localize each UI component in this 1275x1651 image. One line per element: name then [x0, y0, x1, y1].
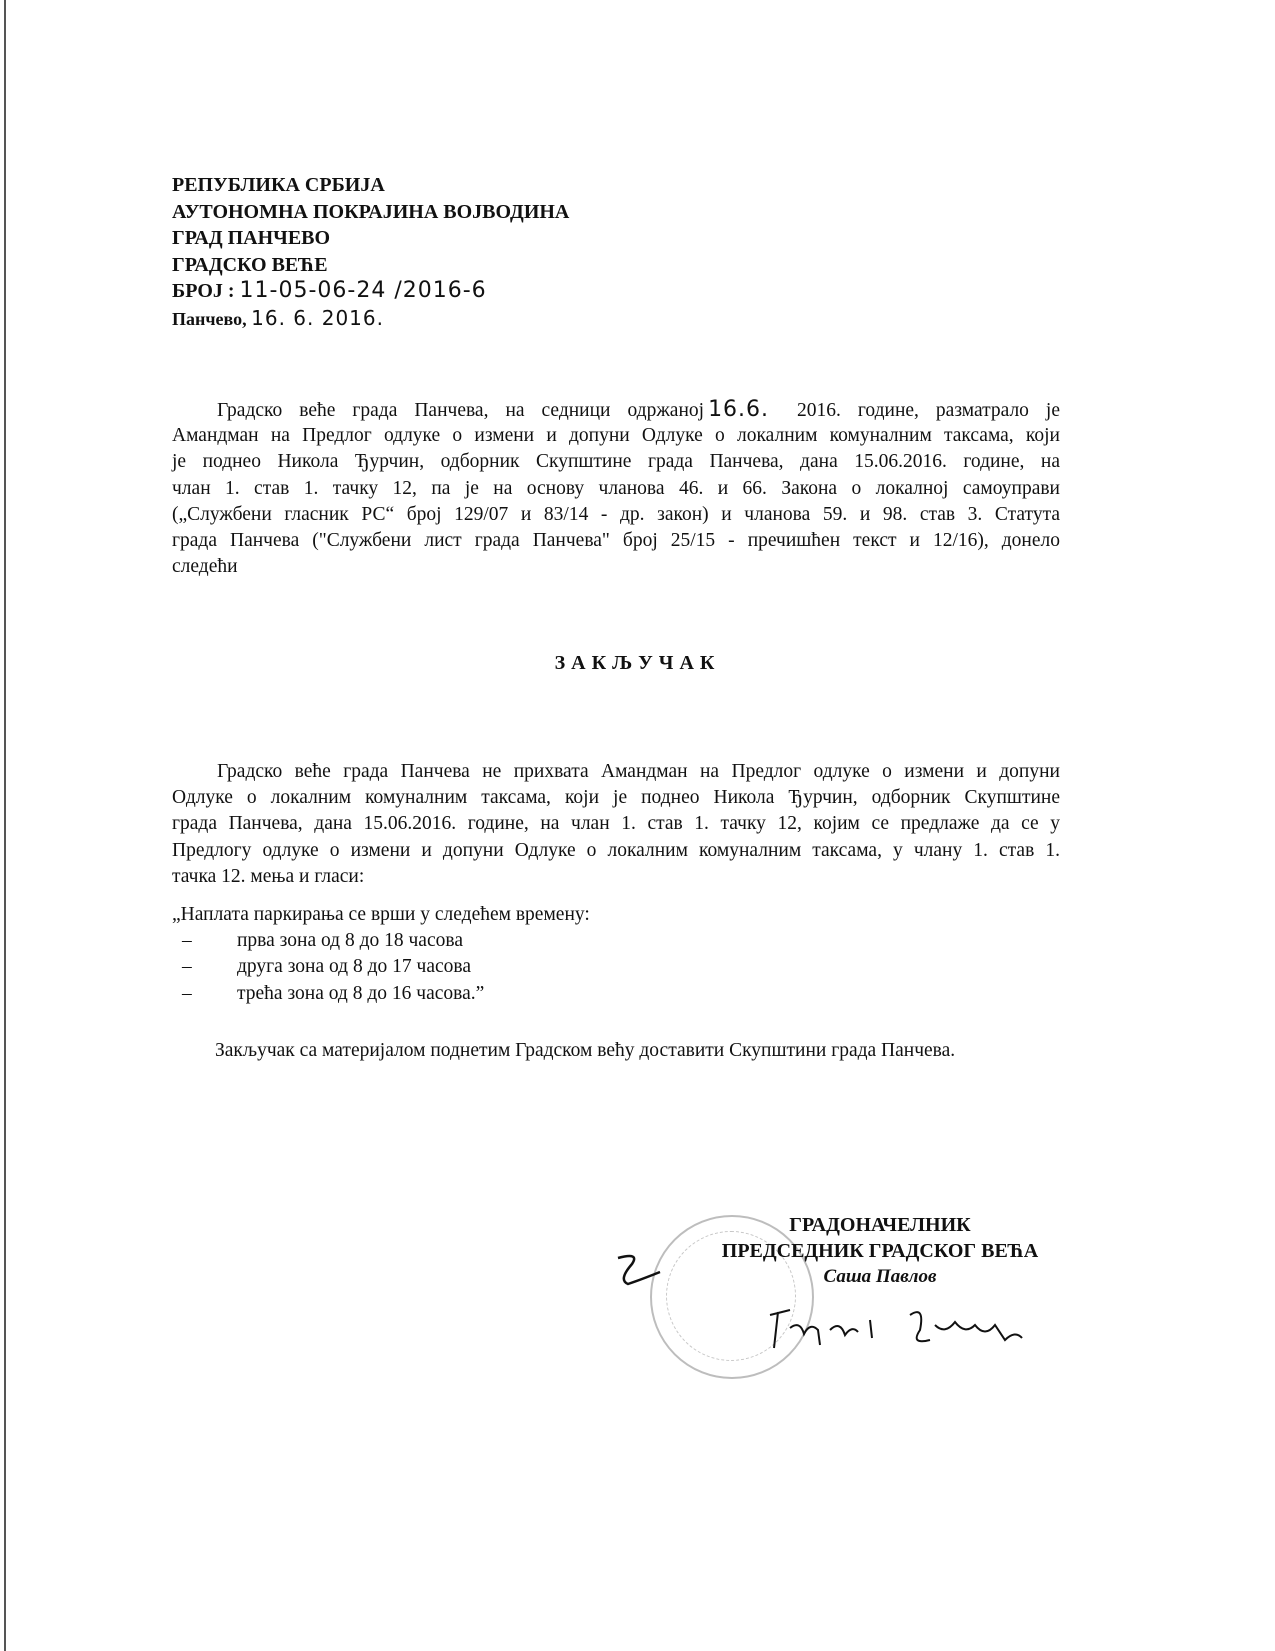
document-title: ЗАКЉУЧАК — [554, 652, 721, 674]
conclusion-line: града Панчева, дана 15.06.2016. године, на члан 1. став 1. тачку 12, којим се предлаже да се у — [172, 813, 1060, 835]
list-item-text: прва зона од 8 до 18 часова — [237, 930, 463, 952]
dash-bullet: – — [182, 930, 192, 952]
intro-line: члан 1. став 1. тачку 12, па је на основу чланова 46. и 66. Закона о локалној самоуправи — [172, 477, 1060, 499]
conclusion-line: Одлуке о локалним комуналним таксама, који је поднео Никола Ђурчин, одборник Скупштине — [172, 787, 1060, 809]
list-item — [172, 954, 590, 980]
date-handwritten: 16. 6. 2016. — [251, 305, 384, 330]
intro-line: следећи — [172, 556, 238, 578]
letterhead — [172, 172, 569, 332]
intro-line: Амандман на Предлог одлуке о измени и допуни Одлуке о локалним комуналним таксама, који — [172, 425, 1060, 447]
session-date-handwritten: 16.6. — [708, 397, 770, 422]
list-item-text: друга зона од 8 до 17 часова — [237, 956, 471, 978]
list-item — [172, 928, 590, 954]
conclusion-line: Градско веће града Панчева не прихвата Амандман на Предлог одлуке о измени и допуни — [217, 761, 1060, 782]
conclusion-line: тачка 12. мења и гласи: — [172, 865, 365, 887]
list-item — [172, 981, 590, 1007]
number-label: БРОЈ : — [172, 280, 235, 302]
intro-text: Градско веће града Панчева, на седници одржаној — [217, 400, 705, 421]
scan-edge — [4, 0, 6, 1651]
conclusion-paragraph — [172, 759, 1060, 890]
intro-paragraph — [172, 397, 1060, 580]
letterhead-line: ГРАДСКО ВЕЋЕ — [172, 253, 328, 276]
letterhead-line: РЕПУБЛИКА СРБИЈА — [172, 174, 385, 196]
intro-text: 2016. године, разматрало је — [797, 400, 1060, 421]
dash-bullet: – — [182, 956, 192, 978]
initials-scribble — [610, 1250, 670, 1290]
letterhead-line: ГРАД ПАНЧЕВО — [172, 227, 331, 249]
number-handwritten: 11-05-06-24 /2016-6 — [239, 278, 487, 303]
parking-schedule — [172, 902, 590, 1007]
list-item-text: трећа зона од 8 до 16 часова.” — [237, 982, 485, 1004]
document-number — [172, 278, 569, 305]
letterhead-line: АУТОНОМНА ПОКРАЈИНА ВОЈВОДИНА — [172, 200, 570, 223]
quote-intro: „Наплата паркирања се врши у следећем времену: — [172, 904, 590, 925]
place-label: Панчево, — [172, 308, 247, 329]
handwritten-signature — [760, 1300, 1080, 1360]
conclusion-line: Предлогу одлуке о измени и допуни Одлуке о локалним комуналним таксама, у члану 1. став 1. — [172, 839, 1060, 861]
intro-line: је поднео Никола Ђурчин, одборник Скупштине града Панчева, дана 15.06.2016. године, на — [172, 451, 1060, 473]
signatory-name: Саша Павлов — [823, 1266, 937, 1287]
intro-line: града Панчева ("Службени лист града Панчева" број 25/15 - пречишћен текст и 12/16), донело — [172, 529, 1060, 551]
dash-bullet: – — [182, 982, 192, 1004]
signature-block — [690, 1212, 1070, 1290]
intro-line: („Службени гласник РС“ број 129/07 и 83/14 - др. закон) и чланова 59. и 98. став 3. Статута — [172, 503, 1060, 525]
signatory-title: ГРАДОНАЧЕЛНИК — [789, 1214, 971, 1236]
document-date — [172, 305, 569, 333]
closing-sentence: Закључак са материјалом поднетим Градском већу доставити Скупштини града Панчева. — [215, 1040, 956, 1061]
signatory-title: ПРЕДСЕДНИК ГРАДСКОГ ВЕЋА — [721, 1240, 1039, 1262]
intro-line — [172, 397, 1060, 423]
